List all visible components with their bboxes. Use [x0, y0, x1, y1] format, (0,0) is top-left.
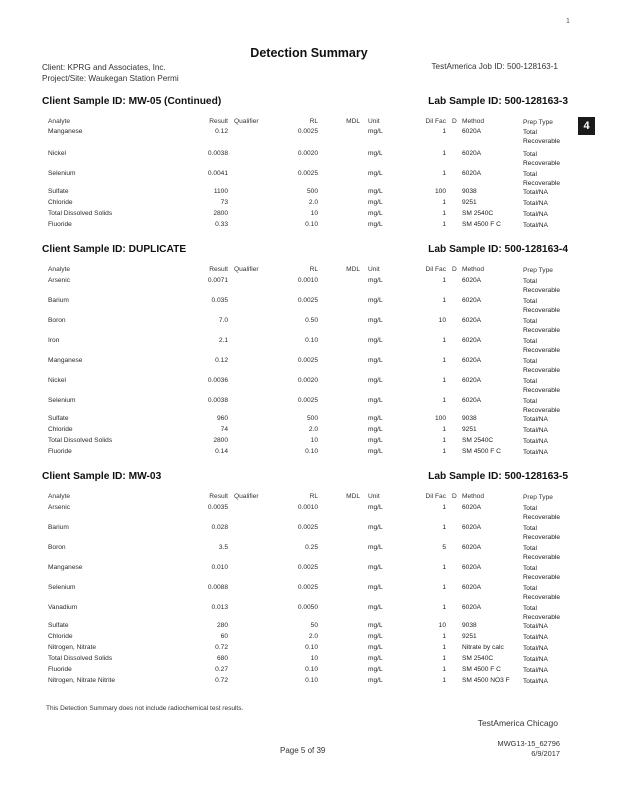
cell-unit: mg/L	[368, 397, 383, 404]
cell-unit: mg/L	[368, 437, 383, 444]
cell-result: 74	[220, 426, 228, 433]
cell-rl: 0.0025	[297, 128, 318, 135]
cell-method: 6020A	[462, 504, 482, 511]
cell-method: 6020A	[462, 170, 482, 177]
cell-unit: mg/L	[368, 564, 383, 571]
cell-dil: 1	[442, 655, 446, 662]
cell-rl: 50	[310, 622, 318, 629]
column-header-dil-fac: Dil Fac	[425, 118, 446, 125]
column-header-result: Result	[209, 118, 228, 125]
cell-analyte: Selenium	[48, 170, 76, 177]
cell-rl: 10	[310, 437, 318, 444]
cell-prep: Total/NA	[523, 667, 548, 674]
cell-result: 0.0041	[207, 170, 228, 177]
cell-dil: 1	[442, 666, 446, 673]
cell-unit: mg/L	[368, 170, 383, 177]
cell-analyte: Arsenic	[48, 504, 70, 511]
cell-unit: mg/L	[368, 677, 383, 684]
cell-result: 0.0038	[207, 150, 228, 157]
cell-rl: 0.0025	[297, 524, 318, 531]
cell-unit: mg/L	[368, 524, 383, 531]
cell-dil: 1	[442, 277, 446, 284]
cell-dil: 1	[442, 170, 446, 177]
job-id: TestAmerica Job ID: 500-128163-1	[431, 62, 558, 71]
cell-unit: mg/L	[368, 544, 383, 551]
cell-method: 6020A	[462, 128, 482, 135]
cell-unit: mg/L	[368, 357, 383, 364]
cell-analyte: Nickel	[48, 150, 66, 157]
document-code: MWG13-15_62796	[497, 739, 560, 748]
column-header-unit: Unit	[368, 266, 380, 273]
cell-unit: mg/L	[368, 317, 383, 324]
column-header-method: Method	[462, 266, 484, 273]
cell-dil: 1	[442, 604, 446, 611]
cell-dil: 1	[442, 210, 446, 217]
cell-prep: Total/NA	[523, 678, 548, 685]
cell-analyte: Nickel	[48, 377, 66, 384]
cell-prep: Total/NA	[523, 416, 548, 423]
cell-result: 2800	[213, 437, 228, 444]
cell-analyte: Selenium	[48, 584, 76, 591]
cell-rl: 0.50	[305, 317, 318, 324]
cell-unit: mg/L	[368, 277, 383, 284]
cell-prep: Total/NA	[523, 189, 548, 196]
cell-analyte: Nitrogen, Nitrate Nitrite	[48, 677, 116, 684]
cell-unit: mg/L	[368, 221, 383, 228]
cell-analyte: Total Dissolved Solids	[48, 210, 113, 217]
cell-rl: 0.10	[305, 666, 318, 673]
column-header-analyte: Analyte	[48, 493, 70, 500]
column-header-analyte: Analyte	[48, 266, 70, 273]
column-header-result: Result	[209, 493, 228, 500]
cell-result: 0.013	[211, 604, 228, 611]
cell-method: 6020A	[462, 397, 482, 404]
cell-method: SM 4500 F C	[462, 221, 501, 228]
cell-rl: 500	[306, 415, 318, 422]
cell-dil: 1	[442, 357, 446, 364]
cell-prep: Total Recoverable	[523, 545, 561, 561]
column-header-qualifier: Qualifier	[234, 266, 259, 273]
cell-unit: mg/L	[368, 584, 383, 591]
cell-rl: 0.0010	[297, 504, 318, 511]
cell-prep: Total/NA	[523, 211, 548, 218]
cell-analyte: Selenium	[48, 397, 76, 404]
client-name: Client: KPRG and Associates, Inc.	[42, 63, 166, 72]
cell-prep: Total Recoverable	[523, 338, 561, 354]
cell-result: 0.0036	[207, 377, 228, 384]
cell-result: 0.12	[215, 128, 228, 135]
cell-result: 280	[216, 622, 228, 629]
cell-unit: mg/L	[368, 415, 383, 422]
cell-unit: mg/L	[368, 188, 383, 195]
cell-analyte: Barium	[48, 524, 69, 531]
column-header-dil-fac: Dil Fac	[425, 493, 446, 500]
cell-result: 7.0	[218, 317, 228, 324]
cell-rl: 0.25	[305, 544, 318, 551]
cell-rl: 0.0025	[297, 564, 318, 571]
cell-dil: 1	[442, 150, 446, 157]
cell-rl: 0.0025	[297, 170, 318, 177]
cell-result: 0.010	[211, 564, 228, 571]
report-date: 6/9/2017	[531, 749, 560, 758]
cell-result: 0.72	[215, 677, 228, 684]
cell-method: SM 2540C	[462, 437, 494, 444]
cell-rl: 10	[310, 655, 318, 662]
cell-result: 0.0071	[207, 277, 228, 284]
cell-rl: 0.0020	[297, 377, 318, 384]
cell-prep: Total Recoverable	[523, 605, 561, 621]
cell-rl: 0.0025	[297, 397, 318, 404]
cell-unit: mg/L	[368, 644, 383, 651]
cell-rl: 2.0	[308, 426, 318, 433]
cell-prep: Total/NA	[523, 634, 548, 641]
cell-analyte: Chloride	[48, 199, 73, 206]
footnote: This Detection Summary does not include radiochemical test results.	[46, 705, 244, 712]
cell-analyte: Fluoride	[48, 666, 72, 673]
cell-method: 6020A	[462, 584, 482, 591]
cell-dil: 1	[442, 397, 446, 404]
cell-analyte: Manganese	[48, 564, 83, 571]
cell-method: 6020A	[462, 604, 482, 611]
cell-dil: 10	[438, 622, 446, 629]
cell-analyte: Chloride	[48, 426, 73, 433]
cell-result: 3.5	[218, 544, 228, 551]
cell-rl: 2.0	[308, 633, 318, 640]
cell-rl: 500	[306, 188, 318, 195]
cell-method: 9251	[462, 199, 477, 206]
cell-result: 2.1	[218, 337, 228, 344]
page-title: Detection Summary	[250, 46, 368, 60]
column-header-rl: RL	[309, 118, 318, 125]
cell-dil: 1	[442, 644, 446, 651]
cell-prep: Total Recoverable	[523, 129, 561, 145]
cell-rl: 0.0025	[297, 357, 318, 364]
cell-method: 6020A	[462, 337, 482, 344]
section-title: Client Sample ID: MW-03	[42, 471, 162, 482]
section-title: Client Sample ID: DUPLICATE	[42, 244, 187, 255]
cell-rl: 0.0050	[297, 604, 318, 611]
cell-dil: 1	[442, 128, 446, 135]
cell-method: 6020A	[462, 277, 482, 284]
cell-result: 0.035	[211, 297, 228, 304]
cell-dil: 1	[442, 448, 446, 455]
cell-result: 680	[216, 655, 228, 662]
column-header-dil-fac: Dil Fac	[425, 266, 446, 273]
column-header-method: Method	[462, 118, 484, 125]
cell-dil: 1	[442, 426, 446, 433]
page-number: Page 5 of 39	[280, 746, 326, 755]
cell-result: 0.33	[215, 221, 228, 228]
cell-unit: mg/L	[368, 128, 383, 135]
cell-analyte: Total Dissolved Solids	[48, 655, 113, 662]
column-header-method: Method	[462, 493, 484, 500]
column-header-unit: Unit	[368, 493, 380, 500]
cell-dil: 1	[442, 437, 446, 444]
cell-analyte: Boron	[48, 317, 66, 324]
cell-dil: 10	[438, 317, 446, 324]
cell-unit: mg/L	[368, 448, 383, 455]
cell-rl: 0.10	[305, 221, 318, 228]
cell-result: 2800	[213, 210, 228, 217]
cell-method: SM 2540C	[462, 210, 494, 217]
cell-result: 60	[220, 633, 228, 640]
cell-rl: 10	[310, 210, 318, 217]
cell-rl: 0.10	[305, 337, 318, 344]
cell-dil: 100	[434, 415, 446, 422]
cell-method: 9038	[462, 415, 477, 422]
cell-analyte: Fluoride	[48, 448, 72, 455]
cell-result: 73	[220, 199, 228, 206]
cell-unit: mg/L	[368, 377, 383, 384]
cell-method: 6020A	[462, 150, 482, 157]
cell-method: 9038	[462, 188, 477, 195]
cell-result: 0.0035	[207, 504, 228, 511]
cell-method: 9038	[462, 622, 477, 629]
cell-result: 1100	[213, 188, 228, 195]
section-tab-marker: 4	[578, 117, 595, 135]
cell-unit: mg/L	[368, 210, 383, 217]
cell-prep: Total Recoverable	[523, 398, 561, 414]
cell-method: SM 4500 F C	[462, 448, 501, 455]
cell-result: 0.0088	[207, 584, 228, 591]
column-header-mdl: MDL	[346, 266, 360, 273]
cell-prep: Total/NA	[523, 222, 548, 229]
cell-rl: 0.0010	[297, 277, 318, 284]
cell-prep: Total/NA	[523, 449, 548, 456]
lab-sample-id: Lab Sample ID: 500-128163-4	[428, 244, 568, 255]
cell-method: SM 2540C	[462, 655, 494, 662]
cell-unit: mg/L	[368, 604, 383, 611]
cell-method: 6020A	[462, 564, 482, 571]
cell-analyte: Sulfate	[48, 188, 69, 195]
cell-prep: Total/NA	[523, 656, 548, 663]
column-header-result: Result	[209, 266, 228, 273]
cell-method: SM 4500 NO3 F	[462, 677, 510, 684]
column-header-analyte: Analyte	[48, 118, 70, 125]
cell-analyte: Sulfate	[48, 415, 69, 422]
cell-analyte: Boron	[48, 544, 66, 551]
cell-prep: Total Recoverable	[523, 151, 561, 167]
lab-name: TestAmerica Chicago	[477, 718, 558, 728]
cell-method: 9251	[462, 633, 477, 640]
cell-dil: 1	[442, 377, 446, 384]
cell-analyte: Chloride	[48, 633, 73, 640]
cell-result: 960	[216, 415, 228, 422]
cell-method: SM 4500 F C	[462, 666, 501, 673]
cell-dil: 5	[442, 544, 446, 551]
cell-dil: 100	[434, 188, 446, 195]
column-header-d: D	[452, 266, 457, 273]
cell-unit: mg/L	[368, 426, 383, 433]
cell-prep: Total/NA	[523, 623, 548, 630]
cell-method: 6020A	[462, 377, 482, 384]
column-header-rl: RL	[309, 266, 318, 273]
cell-dil: 1	[442, 524, 446, 531]
column-header-rl: RL	[309, 493, 318, 500]
cell-result: 0.12	[215, 357, 228, 364]
cell-prep: Total Recoverable	[523, 358, 561, 374]
cell-analyte: Nitrogen, Nitrate	[48, 644, 97, 651]
cell-prep: Total Recoverable	[523, 278, 561, 294]
section-title: Client Sample ID: MW-05 (Continued)	[42, 96, 222, 107]
cell-prep: Total Recoverable	[523, 298, 561, 314]
cell-result: 0.72	[215, 644, 228, 651]
cell-prep: Total Recoverable	[523, 585, 561, 601]
column-header-d: D	[452, 118, 457, 125]
cell-unit: mg/L	[368, 655, 383, 662]
cell-rl: 0.10	[305, 448, 318, 455]
cell-analyte: Arsenic	[48, 277, 70, 284]
cell-dil: 1	[442, 584, 446, 591]
cell-unit: mg/L	[368, 504, 383, 511]
cell-rl: 0.0025	[297, 297, 318, 304]
cell-dil: 1	[442, 199, 446, 206]
cell-unit: mg/L	[368, 633, 383, 640]
cell-dil: 1	[442, 504, 446, 511]
column-header-prep-type: Prep Type	[523, 119, 553, 126]
cell-analyte: Manganese	[48, 128, 83, 135]
cell-prep: Total Recoverable	[523, 505, 561, 521]
cell-result: 0.028	[211, 524, 228, 531]
column-header-unit: Unit	[368, 118, 380, 125]
cell-dil: 1	[442, 633, 446, 640]
cell-prep: Total Recoverable	[523, 525, 561, 541]
cell-analyte: Barium	[48, 297, 69, 304]
cell-rl: 0.10	[305, 644, 318, 651]
cell-prep: Total Recoverable	[523, 318, 561, 334]
cell-unit: mg/L	[368, 150, 383, 157]
cell-prep: Total Recoverable	[523, 171, 561, 187]
page-corner-mark: 1	[566, 18, 570, 25]
cell-method: Nitrate by calc	[462, 644, 504, 651]
cell-analyte: Sulfate	[48, 622, 69, 629]
cell-dil: 1	[442, 564, 446, 571]
cell-rl: 0.0020	[297, 150, 318, 157]
cell-unit: mg/L	[368, 337, 383, 344]
cell-method: 6020A	[462, 317, 482, 324]
column-header-qualifier: Qualifier	[234, 118, 259, 125]
cell-result: 0.14	[215, 448, 228, 455]
cell-analyte: Vanadium	[48, 604, 78, 611]
cell-dil: 1	[442, 337, 446, 344]
cell-prep: Total/NA	[523, 200, 548, 207]
cell-method: 6020A	[462, 297, 482, 304]
project-site: Project/Site: Waukegan Station Permi	[42, 74, 179, 83]
column-header-prep-type: Prep Type	[523, 494, 553, 501]
lab-sample-id: Lab Sample ID: 500-128163-5	[428, 471, 568, 482]
cell-method: 6020A	[462, 357, 482, 364]
cell-prep: Total/NA	[523, 427, 548, 434]
column-header-prep-type: Prep Type	[523, 267, 553, 274]
cell-result: 0.0038	[207, 397, 228, 404]
cell-unit: mg/L	[368, 666, 383, 673]
cell-method: 9251	[462, 426, 477, 433]
cell-prep: Total Recoverable	[523, 378, 561, 394]
cell-unit: mg/L	[368, 622, 383, 629]
cell-prep: Total/NA	[523, 438, 548, 445]
column-header-mdl: MDL	[346, 493, 360, 500]
cell-analyte: Total Dissolved Solids	[48, 437, 113, 444]
cell-rl: 2.0	[308, 199, 318, 206]
cell-analyte: Fluoride	[48, 221, 72, 228]
cell-result: 0.27	[215, 666, 228, 673]
client-info	[42, 62, 179, 84]
cell-dil: 1	[442, 297, 446, 304]
cell-analyte: Manganese	[48, 357, 83, 364]
cell-prep: Total Recoverable	[523, 565, 561, 581]
cell-rl: 0.10	[305, 677, 318, 684]
cell-rl: 0.0025	[297, 584, 318, 591]
lab-sample-id: Lab Sample ID: 500-128163-3	[428, 96, 568, 107]
cell-analyte: Iron	[48, 337, 60, 344]
cell-dil: 1	[442, 221, 446, 228]
cell-prep: Total/NA	[523, 645, 548, 652]
cell-unit: mg/L	[368, 199, 383, 206]
cell-unit: mg/L	[368, 297, 383, 304]
cell-method: 6020A	[462, 544, 482, 551]
cell-method: 6020A	[462, 524, 482, 531]
cell-dil: 1	[442, 677, 446, 684]
column-header-mdl: MDL	[346, 118, 360, 125]
column-header-qualifier: Qualifier	[234, 493, 259, 500]
column-header-d: D	[452, 493, 457, 500]
